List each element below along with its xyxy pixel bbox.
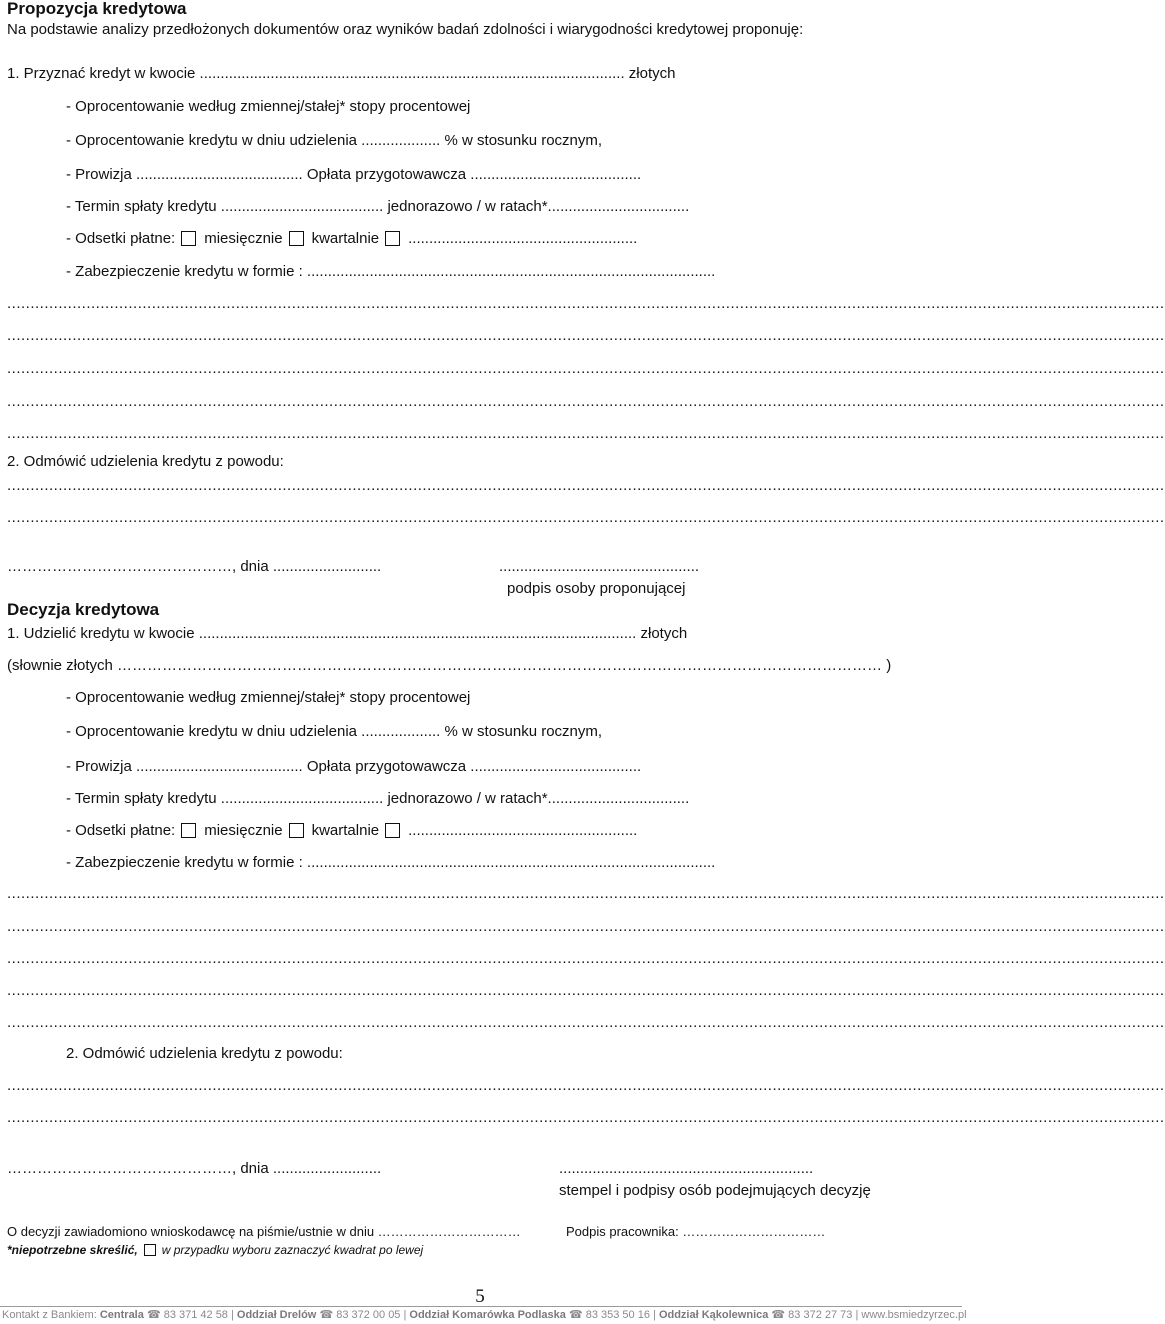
proposal-collateral: - Zabezpieczenie kredytu w formie : .................................................................................................. [66,263,716,280]
dotted-line: ........................................................................................................................................................................................................................................................ [7,327,1165,344]
dotted-line: ........................................................................................................................................................................................................................................................ [7,1014,1165,1031]
decision-title: Decyzja kredytowa [7,600,160,619]
proposal-refuse: 2. Odmówić udzielenia kredytu z powodu: [7,453,284,470]
footer-branch: Oddział Komarówka Podlaska [409,1309,566,1321]
footer-phone: ☎ 83 353 50 16 | [568,1309,656,1321]
quarterly-label: kwartalnie [311,822,380,839]
interest-label: - Odsetki płatne: [66,230,176,247]
decision-term: - Termin spłaty kredytu ....................................... jednorazowo / w ratach*.................................. [66,790,690,807]
decision-rate: - Oprocentowanie kredytu w dniu udzielenia ................... % w stosunku rocznym, [66,723,603,740]
footnote-checkbox-icon [144,1244,156,1256]
proposal-signature-label: podpis osoby proponującej [507,580,686,597]
dotted-line: ........................................................................................................................................................................................................................................................ [7,918,1165,935]
checkbox-quarterly[interactable] [289,823,304,838]
footer-website: www.bsmiedzyrzec.pl [861,1309,967,1321]
decision-place-date: ………………………………………, dnia .......................... [7,1160,382,1177]
dotted-line: ........................................................................................................................................................................................................................................................ [7,509,1165,526]
footer [0,1306,967,1324]
dotted-line: ........................................................................................................................................................................................................................................................ [7,1077,1165,1094]
decision-signature-dots: ............................................................. [559,1160,814,1177]
decision-words: (słownie złotych ……………………………………………………………………………………………………………………………………… ) [7,657,892,674]
dotted-line: ........................................................................................................................................................................................................................................................ [7,982,1165,999]
footer-branch: Centrala [99,1309,144,1321]
quarterly-label: kwartalnie [311,230,380,247]
dotted-line: ........................................................................................................................................................................................................................................................ [7,425,1165,442]
dotted-line: ........................................................................................................................................................................................................................................................ [7,295,1165,312]
footnote-strike: *niepotrzebne skreślić, [7,1243,138,1257]
proposal-commission: - Prowizja ........................................ Opłata przygotowawcza ......................................... [66,166,642,183]
interest-other-dots: ....................................................... [408,822,638,839]
footer-phone: ☎ 83 372 00 05 | [319,1309,407,1321]
proposal-rate-type: - Oprocentowanie według zmiennej/stałej* stopy procentowej [66,98,471,115]
footer-prefix: Kontakt z Bankiem: [2,1309,97,1321]
proposal-interest-row [66,230,637,248]
proposal-signature-dots: ................................................ [499,558,700,575]
decision-interest-row [66,822,637,840]
interest-other-dots: ....................................................... [408,230,638,247]
dotted-line: ........................................................................................................................................................................................................................................................ [7,393,1165,410]
page-number: 5 [475,1286,485,1307]
interest-label: - Odsetki płatne: [66,822,176,839]
proposal-rate: - Oprocentowanie kredytu w dniu udzielenia ................... % w stosunku rocznym, [66,132,603,149]
footer-branch: Oddział Kąkolewnica [658,1309,769,1321]
footer-branch: Oddział Drelów [236,1309,317,1321]
checkbox-quarterly[interactable] [289,231,304,246]
decision-refuse: 2. Odmówić udzielenia kredytu z powodu: [66,1045,343,1062]
checkbox-other[interactable] [385,231,400,246]
checkbox-monthly[interactable] [181,823,196,838]
dotted-line: ........................................................................................................................................................................................................................................................ [7,477,1165,494]
proposal-title: Propozycja kredytowa [7,0,187,18]
proposal-place-date: ………………………………………, dnia .......................... [7,558,382,575]
decision-signature-label: stempel i podpisy osób podejmujących decyzję [559,1182,871,1199]
decision-amount: 1. Udzielić kredytu w kwocie ......................................................................................................... złotych [7,625,688,642]
checkbox-other[interactable] [385,823,400,838]
dotted-line: ........................................................................................................................................................................................................................................................ [7,1109,1165,1126]
notice-worker: Podpis pracownika: …………………………… [566,1224,826,1239]
checkbox-monthly[interactable] [181,231,196,246]
footer-phone: ☎ 83 371 42 58 | [146,1309,234,1321]
footnote-select: w przypadku wyboru zaznaczyć kwadrat po lewej [161,1243,424,1257]
dotted-line: ........................................................................................................................................................................................................................................................ [7,360,1165,377]
monthly-label: miesięcznie [204,230,283,247]
decision-commission: - Prowizja ........................................ Opłata przygotowawcza ......................................... [66,758,642,775]
footer-phone: ☎ 83 372 27 73 | [771,1309,859,1321]
proposal-amount: 1. Przyznać kredyt w kwocie ...................................................................................................... złotych [7,65,676,82]
monthly-label: miesięcznie [204,822,283,839]
proposal-term: - Termin spłaty kredytu ....................................... jednorazowo / w ratach*.................................. [66,198,690,215]
decision-rate-type: - Oprocentowanie według zmiennej/stałej* stopy procentowej [66,689,471,706]
proposal-intro: Na podstawie analizy przedłożonych dokumentów oraz wyników badań zdolności i wiarygodności kredytowej proponuję: [7,21,804,38]
footnote [7,1241,423,1259]
dotted-line: ........................................................................................................................................................................................................................................................ [7,950,1165,967]
dotted-line: ........................................................................................................................................................................................................................................................ [7,885,1165,902]
notice-text: O decyzji zawiadomiono wnioskodawcę na piśmie/ustnie w dniu …………………………… [7,1224,521,1239]
decision-collateral: - Zabezpieczenie kredytu w formie : .................................................................................................. [66,854,716,871]
